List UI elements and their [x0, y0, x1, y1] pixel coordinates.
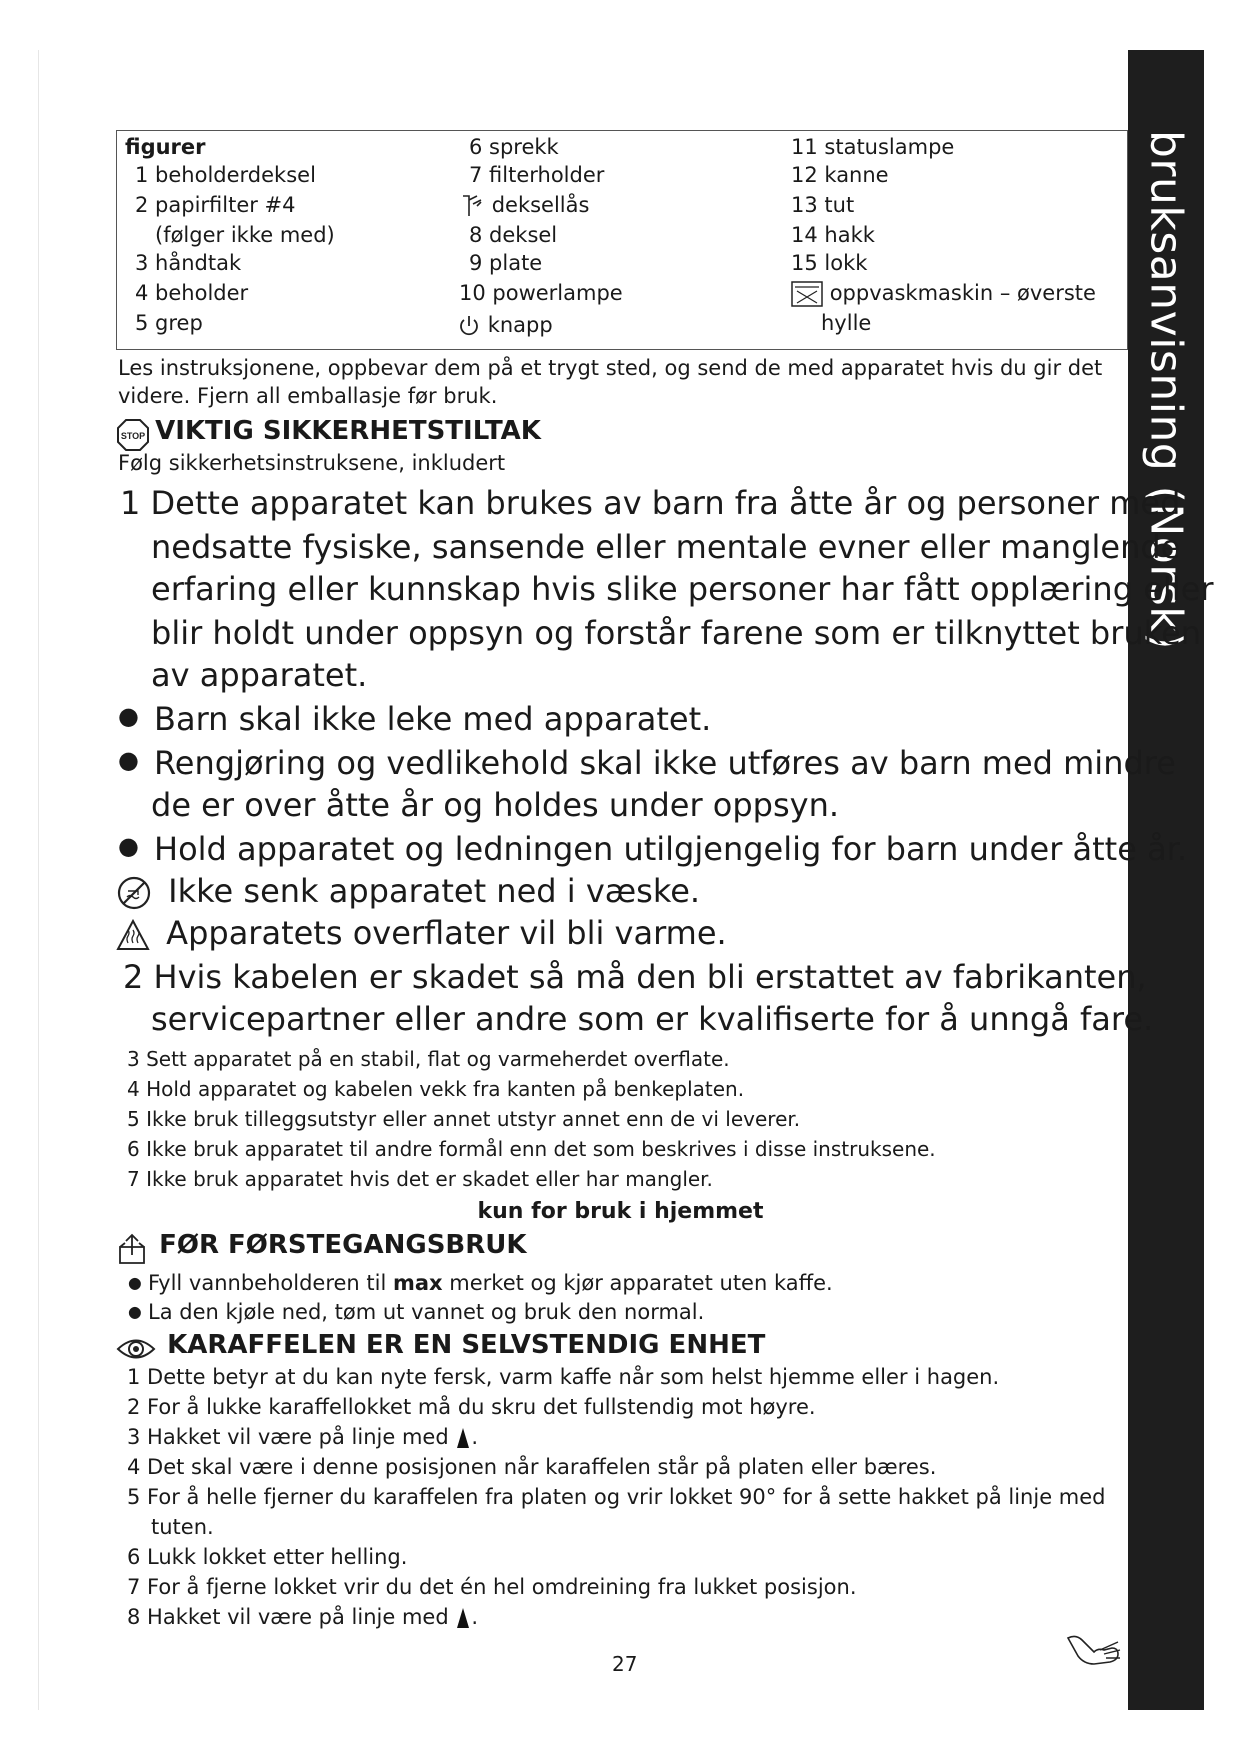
- warning-line: [116, 872, 700, 911]
- carafe-heading: KARAFFELEN ER EN SELVSTENDIG ENHET: [167, 1330, 766, 1360]
- carafe-item: 1 Dette betyr at du kan nyte fersk, varm kaffe når som helst hjemme eller i hagen.: [127, 1365, 1000, 1389]
- carafe-item: 4 Det skal være i denne posisjonen når karaffelen står på platen eller bæres.: [127, 1455, 937, 1479]
- carafe-item: 8 Hakket vil være på linje med .: [127, 1605, 479, 1629]
- legend-item: [791, 279, 1096, 307]
- page-number: 27: [612, 1652, 638, 1676]
- safety-bullet: ● Rengjøring og vedlikehold skal ikke utføres av barn med mindre: [154, 744, 1176, 782]
- legend-item-label: oppvaskmaskin – øverste: [829, 281, 1096, 305]
- legend-item: 6 sprekk: [469, 135, 559, 159]
- warning-text: Ikke senk apparatet ned i væske.: [168, 872, 701, 910]
- safety-bullet: ● Barn skal ikke leke med apparatet.: [154, 700, 711, 738]
- legend-item: (følger ikke med): [155, 223, 335, 247]
- no-immerse-icon: [116, 875, 152, 911]
- legend-item: 7 filterholder: [469, 163, 605, 187]
- page-edge-line: [38, 50, 39, 1710]
- stop-icon: [116, 418, 150, 452]
- carafe-item-text: 8 Hakket vil være på linje med: [127, 1605, 449, 1629]
- unbox-icon: [116, 1233, 148, 1265]
- legend-item: [459, 191, 589, 219]
- safety-small-item: 6 Ikke bruk apparatet til andre formål enn det som beskrives i disse instruksene.: [127, 1137, 936, 1161]
- carafe-item-text: 3 Hakket vil være på linje med: [127, 1425, 449, 1449]
- legend-item: 5 grep: [135, 311, 203, 335]
- power-icon: [457, 314, 481, 338]
- safety-item-line: 2 Hvis kabelen er skadet så må den bli erstattet av fabrikanten,: [123, 958, 1147, 996]
- first-use-bullet: [148, 1271, 833, 1295]
- legend-item-label: deksellås: [491, 193, 590, 217]
- turn-page-hand-icon: [1064, 1620, 1124, 1670]
- carafe-item: tuten.: [151, 1515, 214, 1539]
- notch-marker-icon: [455, 1427, 471, 1449]
- carafe-item: 3 Hakket vil være på linje med .: [127, 1425, 479, 1449]
- warning-text: Apparatets overflater vil bli varme.: [166, 914, 727, 952]
- first-use-bullet: ● La den kjøle ned, tøm ut vannet og bruk den normal.: [148, 1300, 704, 1324]
- max-label: max: [393, 1271, 443, 1295]
- hot-surface-icon: [116, 919, 150, 951]
- legend-item: 14 hakk: [791, 223, 875, 247]
- safety-bullet-cont: de er over åtte år og holdes under oppsyn.: [151, 786, 840, 824]
- carafe-item: 2 For å lukke karaffellokket må du skru det fullstendig mot høyre.: [127, 1395, 816, 1419]
- notch-marker-icon: [455, 1607, 471, 1629]
- first-use-heading-row: [116, 1230, 527, 1265]
- intro-line: Les instruksjonene, oppbevar dem på et trygt sted, og send de med apparatet hvis du gir det: [118, 356, 1103, 380]
- safety-item-line: nedsatte fysiske, sansende eller mentale evner eller manglende: [151, 528, 1181, 566]
- safety-item-line: blir holdt under oppsyn og forstår farene som er tilknyttet bruken: [151, 614, 1202, 652]
- safety-bullet: ● Hold apparatet og ledningen utilgjengelig for barn under åtte år.: [154, 830, 1187, 868]
- svg-text:STOP: STOP: [120, 430, 146, 441]
- intro-line: videre. Fjern all emballasje før bruk.: [118, 384, 498, 408]
- legend-item: 13 tut: [791, 193, 855, 217]
- safety-small-item: 7 Ikke bruk apparatet hvis det er skadet eller har mangler.: [127, 1167, 713, 1191]
- legend-item: 3 håndtak: [135, 251, 242, 275]
- safety-item-line: erfaring eller kunnskap hvis slike personer har fått opplæring eller: [151, 570, 1214, 608]
- safety-item-line: servicepartner eller andre som er kvalifiserte for å unngå fare.: [151, 1000, 1154, 1038]
- safety-small-item: 5 Ikke bruk tilleggsutstyr eller annet utstyr annet enn de vi leverer.: [127, 1107, 801, 1131]
- safety-item-line: av apparatet.: [151, 656, 368, 694]
- carafe-heading-row: [116, 1330, 765, 1362]
- legend-item: [457, 311, 553, 339]
- legend-item: 12 kanne: [791, 163, 889, 187]
- home-use-note: kun for bruk i hjemmet: [477, 1199, 764, 1224]
- legend-item: 9 plate: [469, 251, 543, 275]
- warning-line: [116, 914, 727, 952]
- legend-item: 10 powerlampe: [459, 281, 623, 305]
- legend-item: 2 papirfilter #4: [135, 193, 296, 217]
- legend-item: hylle: [821, 311, 872, 335]
- first-use-heading: FØR FØRSTEGANGSBRUK: [159, 1230, 527, 1260]
- legend-item: 1 beholderdeksel: [135, 163, 316, 187]
- legend-item: 8 deksel: [469, 223, 558, 247]
- carafe-item: 5 For å helle fjerner du karaffelen fra platen og vrir lokket 90° for å sette hakket på linje med: [127, 1485, 1106, 1509]
- safety-small-item: 3 Sett apparatet på en stabil, flat og varmeherdet overflate.: [127, 1047, 730, 1071]
- first-use-text: merket og kjør apparatet uten kaffe.: [442, 1271, 833, 1295]
- legend-item-label: knapp: [487, 313, 553, 337]
- carafe-item: 7 For å fjerne lokket vrir du det én hel omdreining fra lukket posisjon.: [127, 1575, 857, 1599]
- safety-heading-row: [116, 416, 541, 452]
- figure-legend-box: [116, 130, 1128, 350]
- safety-item-line: 1 Dette apparatet kan brukes av barn fra åtte år og personer med: [120, 484, 1181, 522]
- carafe-item: 6 Lukk lokket etter helling.: [127, 1545, 408, 1569]
- safety-subheading: Følg sikkerhetsinstruksene, inkludert: [118, 451, 506, 475]
- legend-item: 4 beholder: [135, 281, 249, 305]
- legend-item: 11 statuslampe: [791, 135, 955, 159]
- dishwasher-icon: [791, 281, 823, 307]
- lid-lock-icon: [459, 194, 485, 218]
- eye-icon: [116, 1336, 156, 1362]
- legend-item: 15 lokk: [791, 251, 868, 275]
- safety-heading: VIKTIG SIKKERHETSTILTAK: [155, 416, 541, 446]
- first-use-text: Fyll vannbeholderen til: [148, 1271, 393, 1295]
- side-tab-title: bruksanvisning (Norsk): [1140, 130, 1192, 650]
- safety-small-item: 4 Hold apparatet og kabelen vekk fra kanten på benkeplaten.: [127, 1077, 745, 1101]
- legend-heading: figurer: [125, 135, 206, 159]
